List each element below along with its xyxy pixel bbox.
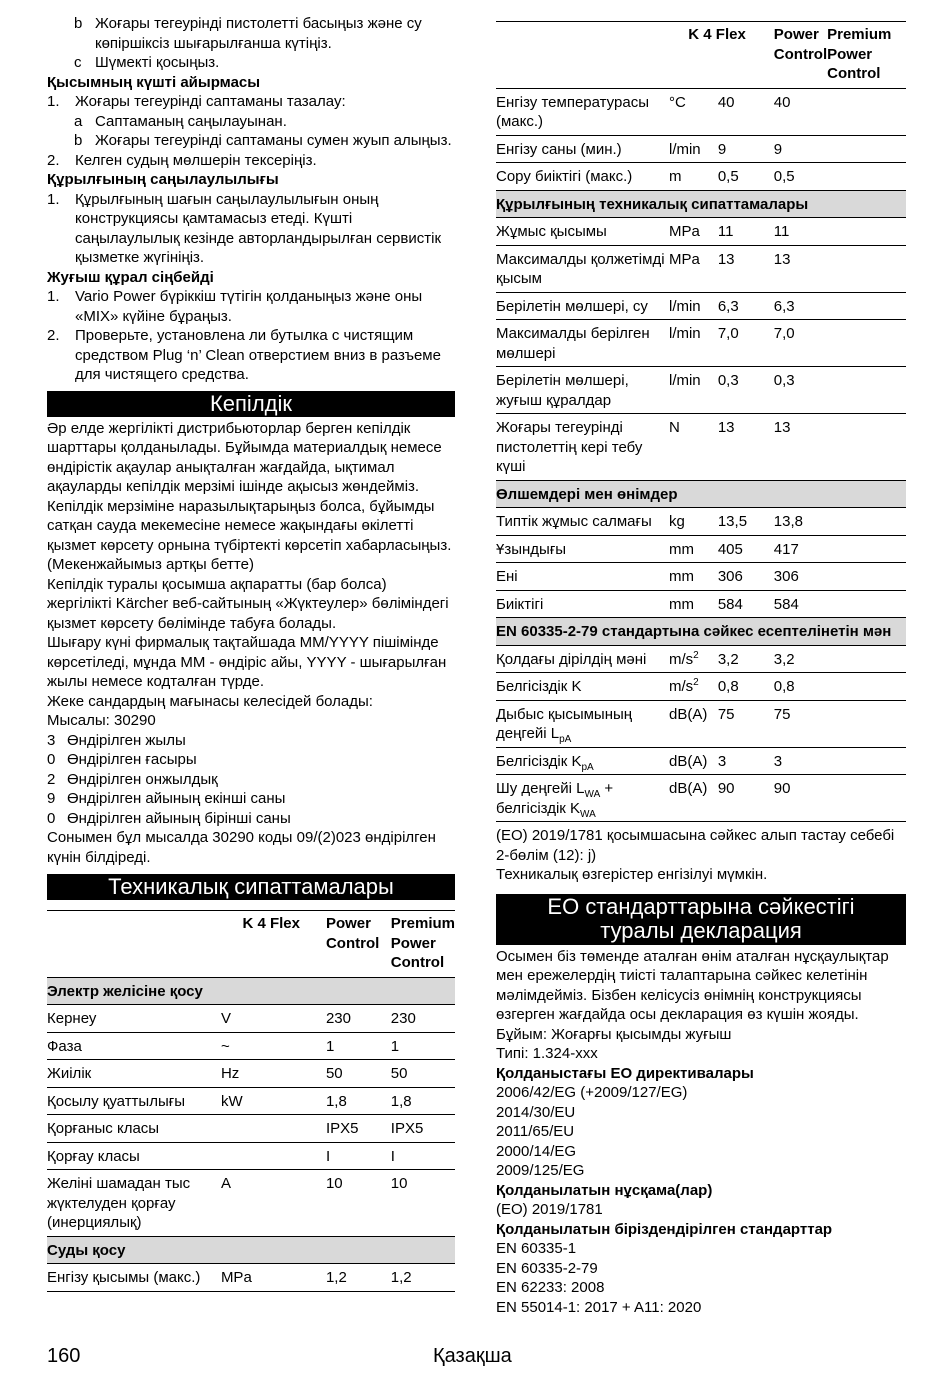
type-line: Типі: 1.324-xxx (496, 1045, 598, 1062)
table-row: Енгізу температурасы (макс.) °C 40 40 (496, 88, 906, 135)
directive: 2009/125/EG (496, 1162, 585, 1179)
list-item: b Жоғары тегеурінді пистолетті басыңыз және су көпіршіксіз шығарылғанша күтіңіз. (74, 15, 422, 52)
list-item: 2. Проверьте, установлена ли бутылка с чистящим средством Plug ‘n’ Clean отверстием вниз в разъеме для чистящего средства. (47, 327, 441, 383)
paragraph: Кепілдік туралы қосымша ақпаратты (бар болса) жергілікті Kärcher веб-сайтының «Жүктеулер» бөліміндегі қызмет көрсету бөлімінде табуға болады. (47, 575, 449, 632)
eu-title-line: туралы декларация (600, 917, 802, 943)
table-section: Суды қосу (47, 1236, 455, 1264)
standard: EN 62233: 2008 (496, 1279, 605, 1296)
right-column (496, 21, 906, 1317)
section-heading: Жуғыш құрал сіңбейді (47, 268, 214, 286)
eu-title-line: ЕО стандарттарына сәйкестігі (547, 893, 855, 919)
table-row: Қорғаныс класы IPX5 IPX5 (47, 1115, 455, 1143)
table-header (47, 911, 455, 978)
list-item: b Жоғары тегеурінді саптаманы сумен жуып алыңыз. (74, 132, 452, 149)
list-item: 2 Өндірілген онжылдық (47, 770, 218, 788)
section-heading: Қолданылатын нұсқама(лар) (496, 1181, 713, 1199)
section-heading: Қолданыстағы ЕО директивалары (496, 1064, 754, 1082)
col-power-group (774, 22, 906, 89)
paragraph: Жеке сандардың мағынасы келесідей болады: (47, 692, 373, 710)
col-power-control: Power Control (773, 26, 828, 63)
table-row: Белгісіздік K $m/s^2$ 0,8 0,8 (496, 673, 906, 701)
directive: 2000/14/EG (496, 1142, 577, 1160)
table-row: Сору биіктігі (макс.) m 0,5 0,5 (496, 163, 906, 191)
col-premium: Premium Power Control (827, 26, 892, 82)
table-row: Желіні шамадан тыс жүктелуден қорғау (инерциялық) A 10 10 (47, 1170, 455, 1237)
standard: EN 55014-1: 2017 + A11: 2020 (496, 1298, 702, 1316)
list-item: 0 Өндірілген ғасыры (47, 751, 197, 768)
table-section: EN 60335-2-79 стандартына сәйкес есептелінетін мән (496, 618, 906, 646)
col-k4flex: K 4 Flex (669, 22, 774, 89)
table-row: Максималды қолжетімді қысым MPa 13 13 (496, 245, 906, 292)
product-line: Бұйым: Жоғарғы қысымды жуғыш (496, 1025, 732, 1043)
list-item: 3 Өндірілген жылы (47, 731, 186, 749)
paragraph: Мысалы: 30290 (47, 712, 156, 729)
table-row: Қосылу қуаттылығы kW 1,8 1,8 (47, 1087, 455, 1115)
table-section: Құрылғының техникалық сипаттамалары (496, 190, 906, 218)
table-row: Қолдағы дірілдің мәні $m/s^2$ 3,2 3,2 (496, 645, 906, 673)
list-item: 1. Жоғары тегеурінді саптаманы тазалау: (47, 93, 346, 110)
section-heading: Құрылғының саңылаулылығы (47, 171, 279, 188)
paragraph: Шығару күні фирмалық тақтайшада MM/YYYY пішімінде көрсетіледі, мұнда MM - өндіріс айы, YYYY - шығарылған жылы немесе кодталған түрде. (47, 634, 447, 690)
paragraph: Техникалық өзгерістер енгізілуі мүмкін. (496, 866, 768, 883)
paragraph: Сонымен бұл мысалда 30290 коды 09/(2)023 өндірілген күнін білдіреді. (47, 829, 436, 866)
table-row: Типтік жұмыс салмағы kg 13,5 13,8 (496, 508, 906, 536)
list-item: 0 Өндірілген айының бірінші саны (47, 809, 291, 827)
table-row: Фаза ~ 1 1 (47, 1032, 455, 1060)
table-row: Белгісіздік $K_{pA}$ dB(A) 3 3 (496, 747, 906, 775)
paragraph: (Мекенжайымыз артқы бетте) (47, 556, 254, 573)
warranty-title: Кепілдік (47, 391, 455, 417)
intro-list (47, 14, 455, 73)
tech-title: Техникалық сипаттамалары (47, 874, 455, 900)
directive: 2014/30/EU (496, 1103, 576, 1121)
tech-table-left (47, 910, 455, 1292)
paragraph: Әр елде жергілікті дистрибьюторлар берген кепілдік шарттары қолданылады. Бұйымда материалдық немесе өндірістік ақаулар анықталған жағдайда, ықтимал ақауларды кепілдік мерзімі ішінде ақысыз жөндейміз. Кепілдік мерзіміне наразылықтарыңыз болса, бұйымды сатқан сауда мекемесіне немесе жақындағы өкілетті қызмет көрсету орнына түбіртекті көрсетіп хабарласыңыз. (47, 419, 452, 554)
table-row: Кернеу V 230 230 (47, 1005, 455, 1033)
tech-table-right (496, 21, 906, 822)
eu-declaration-title (496, 894, 906, 945)
table-row: Енгізу саны (мин.) l/min 9 9 (496, 135, 906, 163)
table-row: Ұзындығы mm 405 417 (496, 535, 906, 563)
list-item: 2. Келген судың мөлшерін тексеріңіз. (47, 151, 317, 169)
paragraph: Осымен біз төменде аталған өнім аталған нұсқаулықтар мен ережелердің тиісті талаптарына сәйкес келетінін мәлімдейміз. Бізбен келісусіз өнімнің конструкциясы өзгерген жағдайда осы декларация өз күшін жояды. (496, 947, 889, 1023)
left-column (47, 14, 455, 1292)
list-item: 9 Өндірілген айының екінші саны (47, 790, 286, 807)
col-k4flex: K 4 Flex (221, 911, 326, 978)
table-row: Дыбыс қысымының деңгейі $L_{pA}$ dB(A) 75 75 (496, 700, 906, 747)
list-item: a Саптаманың саңылауынан. (74, 112, 287, 130)
footer-language: Қазақша (433, 1345, 512, 1367)
page-number: 160 (47, 1345, 81, 1367)
table-section: Өлшемдері мен өнімдер (496, 480, 906, 508)
directive: 2006/42/EG (+2009/127/EG) (496, 1084, 688, 1101)
table-row: Енгізу қысымы (макс.) MPa 1,2 1,2 (47, 1264, 455, 1292)
table-row: Ені mm 306 306 (496, 563, 906, 591)
standard: EN 60335-1 (496, 1240, 577, 1257)
col-power-control: Power Control (326, 911, 391, 978)
col-premium: Premium Power Control (391, 911, 455, 978)
table-row: Берілетін мөлшері, су l/min 6,3 6,3 (496, 292, 906, 320)
table-row: Жиілік Hz 50 50 (47, 1060, 455, 1088)
table-row: Биіктігі mm 584 584 (496, 590, 906, 618)
section-heading: Қысымның күшті айырмасы (47, 73, 261, 91)
table-row: Қорғау класы I I (47, 1142, 455, 1170)
list-item: c Шүмекті қосыңыз. (74, 54, 220, 71)
list-item: 1. Құрылғының шағын саңылаулылығын оның конструкциясы қамтамасыз етеді. Күшті саңылаулылық кезінде авторландырылған сервистік қызметке жүгініңіз. (47, 190, 442, 266)
table-header (496, 22, 906, 89)
table-section: Электр желісіне қосу (47, 977, 455, 1005)
table-row: Берілетін мөлшері, жуғыш құралдар l/min 0,3 0,3 (496, 367, 906, 414)
paragraph: (ЕО) 2019/1781 қосымшасына сәйкес алып тастау себебі 2-бөлім (12): j) (496, 827, 895, 864)
list-item: 1. Vario Power бүріккіш түтігін қолданыңыз және оны «MIX» күйіне бұраңыз. (47, 288, 423, 325)
table-row: Жұмыс қысымы MPa 11 11 (496, 218, 906, 246)
directive: 2011/65/EU (496, 1123, 575, 1140)
table-row: Максималды берілген мөлшері l/min 7,0 7,0 (496, 320, 906, 367)
standard: EN 60335-2-79 (496, 1259, 598, 1277)
table-row: Шу деңгейі $L_{WA}$ + белгісіздік $K_{WA}$ dB(A) 90 90 (496, 775, 906, 822)
regulation: (ЕО) 2019/1781 (496, 1201, 603, 1218)
section-heading: Қолданылатын біріздендірілген стандарттар (496, 1220, 833, 1238)
table-row: Жоғары тегеурінді пистолеттің кері тебу күші N 13 13 (496, 414, 906, 481)
